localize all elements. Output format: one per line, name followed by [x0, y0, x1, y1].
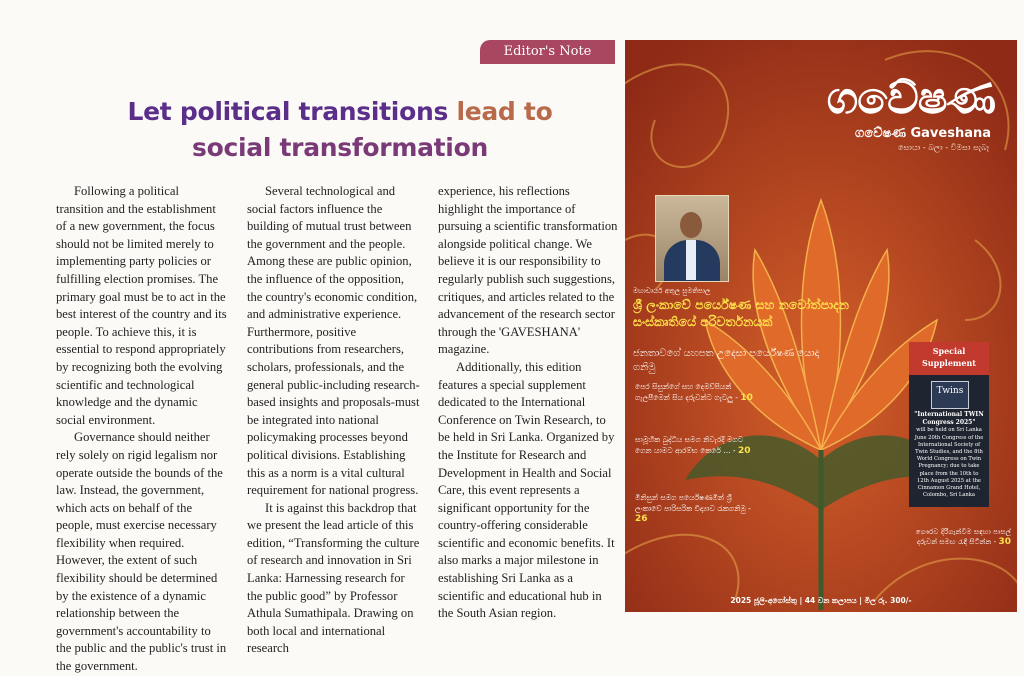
cover-toc-item: ගෞරව දිරිගැන්වීම සඳහා පාසල් දරුවන් සමඟ රැඳී සිටින්න - 30 — [915, 527, 1011, 547]
headline-line-2: social transformation — [192, 133, 488, 162]
paragraph: Several technological and social factors influence the building of mutual trust between the government and the people. Among these are public opinion, the influence of the opposition, the country's economic condition, and administrative experience. Furthermore, positive contributions from researchers, scholars, professionals, and the general public-including research-based insights and proposals-must be integrated into national policymaking processes beyond political divisions. Establishing this as a norm is a vital cultural requirement for national progress. — [247, 184, 420, 498]
headline-part-2: lead to — [456, 97, 553, 126]
cover-footer: 2025 ජූලි-අගෝස්තු | 44 වන කලාපය | මිල රු. 300/- — [730, 596, 912, 605]
section-tag: Editor's Note — [480, 40, 615, 64]
masthead-logo: ගවේෂණ — [826, 73, 995, 124]
article-column-2 — [247, 183, 420, 658]
article-column-3 — [438, 183, 618, 623]
paragraph: It is against this backdrop that we present the lead article of this edition, “Transforming the culture of research and innovation in Sri Lanka: Harnessing research for the public good” by Professor Athula Sumathipala. Drawing on both local and international research — [247, 500, 420, 656]
masthead-tagline: සොයා - බලා - විමසා සැබෑ — [898, 143, 989, 152]
magazine-cover — [625, 40, 1017, 612]
supplement-body: will be held on Sri Lanka June 20th Congress of the International Society of Twin Studies, and the 8th World Congress on Twin Pregnancy; due to take place from the 10th to 12th August 2025 at the Cinnamon Grand Hotel, Colombo, Sri Lanka — [914, 427, 984, 499]
article-column-1 — [56, 183, 228, 676]
toc-text: මිනිසුන් සමග පර්යේෂණමින් ශ්‍රී ලංකාවේ පාරිසරික විද්‍යාව රැකගනිමු — [635, 493, 746, 513]
toc-text: සාමූහික බුද්ධිය සමග නිවැරදි මගට ගෙන යාමට ආරම්භ කෙරේ ... — [635, 435, 744, 455]
special-supplement-label: Special Supplement — [909, 342, 989, 375]
toc-text: පෙර සිසුන්ගේ සහ දෙමව්පියන් ගැලපීමෙන් සිය දරුවන්ට ගැටලු — [635, 382, 733, 402]
cover-byline: මහාචාර්ය අතුල සුමතිපාල — [633, 287, 711, 295]
toc-page-number: 26 — [635, 514, 648, 524]
paragraph: Additionally, this edition features a special supplement dedicated to the International Conference on Twin Research, to be held in Sri Lanka. Organized by the Institute for Research and Development in Health and Social Care, this event represents a significant opportunity for the country-offering considerable scientific and economic benefits. It also marks a major milestone in establishing Sri Lanka as a scientific and educational hub in the South Asian region. — [438, 359, 615, 621]
paragraph: Governance should neither rely solely on rigid legalism nor operate outside the bounds of the law. Instead, the government, which acts on behalf of the people, must exercise necessary flexibility when required. However, the extent of such flexibility should be determined by the existence of a dynamic relationship between the government's accountability to the public and the public's trust in the government. — [56, 430, 227, 674]
toc-page-number: 10 — [740, 392, 753, 403]
masthead-subtitle: ගවේෂණ Gaveshana — [855, 126, 991, 141]
toc-page-number: 20 — [737, 445, 751, 456]
toc-text: ගෞරව දිරිගැන්වීම සඳහා පාසල් දරුවන් සමඟ රැඳී සිටින්න — [915, 527, 1011, 546]
cover-toc-item: මිනිසුන් සමග පර්යේෂණමින් ශ්‍රී ලංකාවේ පාරිසරික විද්‍යාව රැකගනිමු - 26 — [635, 493, 751, 524]
cover-toc-item: සාමූහික බුද්ධිය සමග නිවැරදි මගට ගෙන යාමට ආරම්භ කෙරේ ... - 20 — [635, 435, 751, 456]
cover-lead-title: ශ්‍රී ලංකාවේ පර්යේෂණ සහ නවෝත්පාදන සංස්කෘතියේ පරිවර්තනයක් — [633, 297, 849, 329]
supplement-thumbnail: Twins — [931, 381, 969, 409]
article-headline — [60, 94, 620, 166]
toc-page-number: 30 — [998, 537, 1011, 547]
cover-lead-subtitle: ජනතාවගේ යහපත උදෙසා පර්යේෂණ යොදා ගනිමු — [633, 348, 820, 373]
cover-toc-item: පෙර සිසුන්ගේ සහ දෙමව්පියන් ගැලපීමෙන් සිය දරුවන්ට ගැටලු - 10 — [635, 382, 753, 403]
paragraph: Following a political transition and the establishment of a new government, the focus should not be limited merely to implementing party policies or fulfilling election promises. The primary goal must be to act in the best interest of the country and its people. To achieve this, it is essential to respond appropriately by recognizing both the evolving scientific and technological knowledge and the dynamic social environment. — [56, 184, 227, 427]
supplement-text — [913, 411, 985, 499]
paragraph: experience, his reflections highlight the importance of pursuing a scientific transformation alongside political change. We believe it is our responsibility to regularly publish such suggestions, critiques, and articles related to the advancement of the research sector through the 'GAVESHANA' magazine. — [438, 184, 618, 357]
headline-part-1: Let political transitions — [127, 97, 457, 126]
author-photo — [655, 195, 729, 282]
special-supplement-box — [909, 375, 989, 507]
supplement-title: "International TWIN Congress 2025" — [914, 411, 984, 427]
